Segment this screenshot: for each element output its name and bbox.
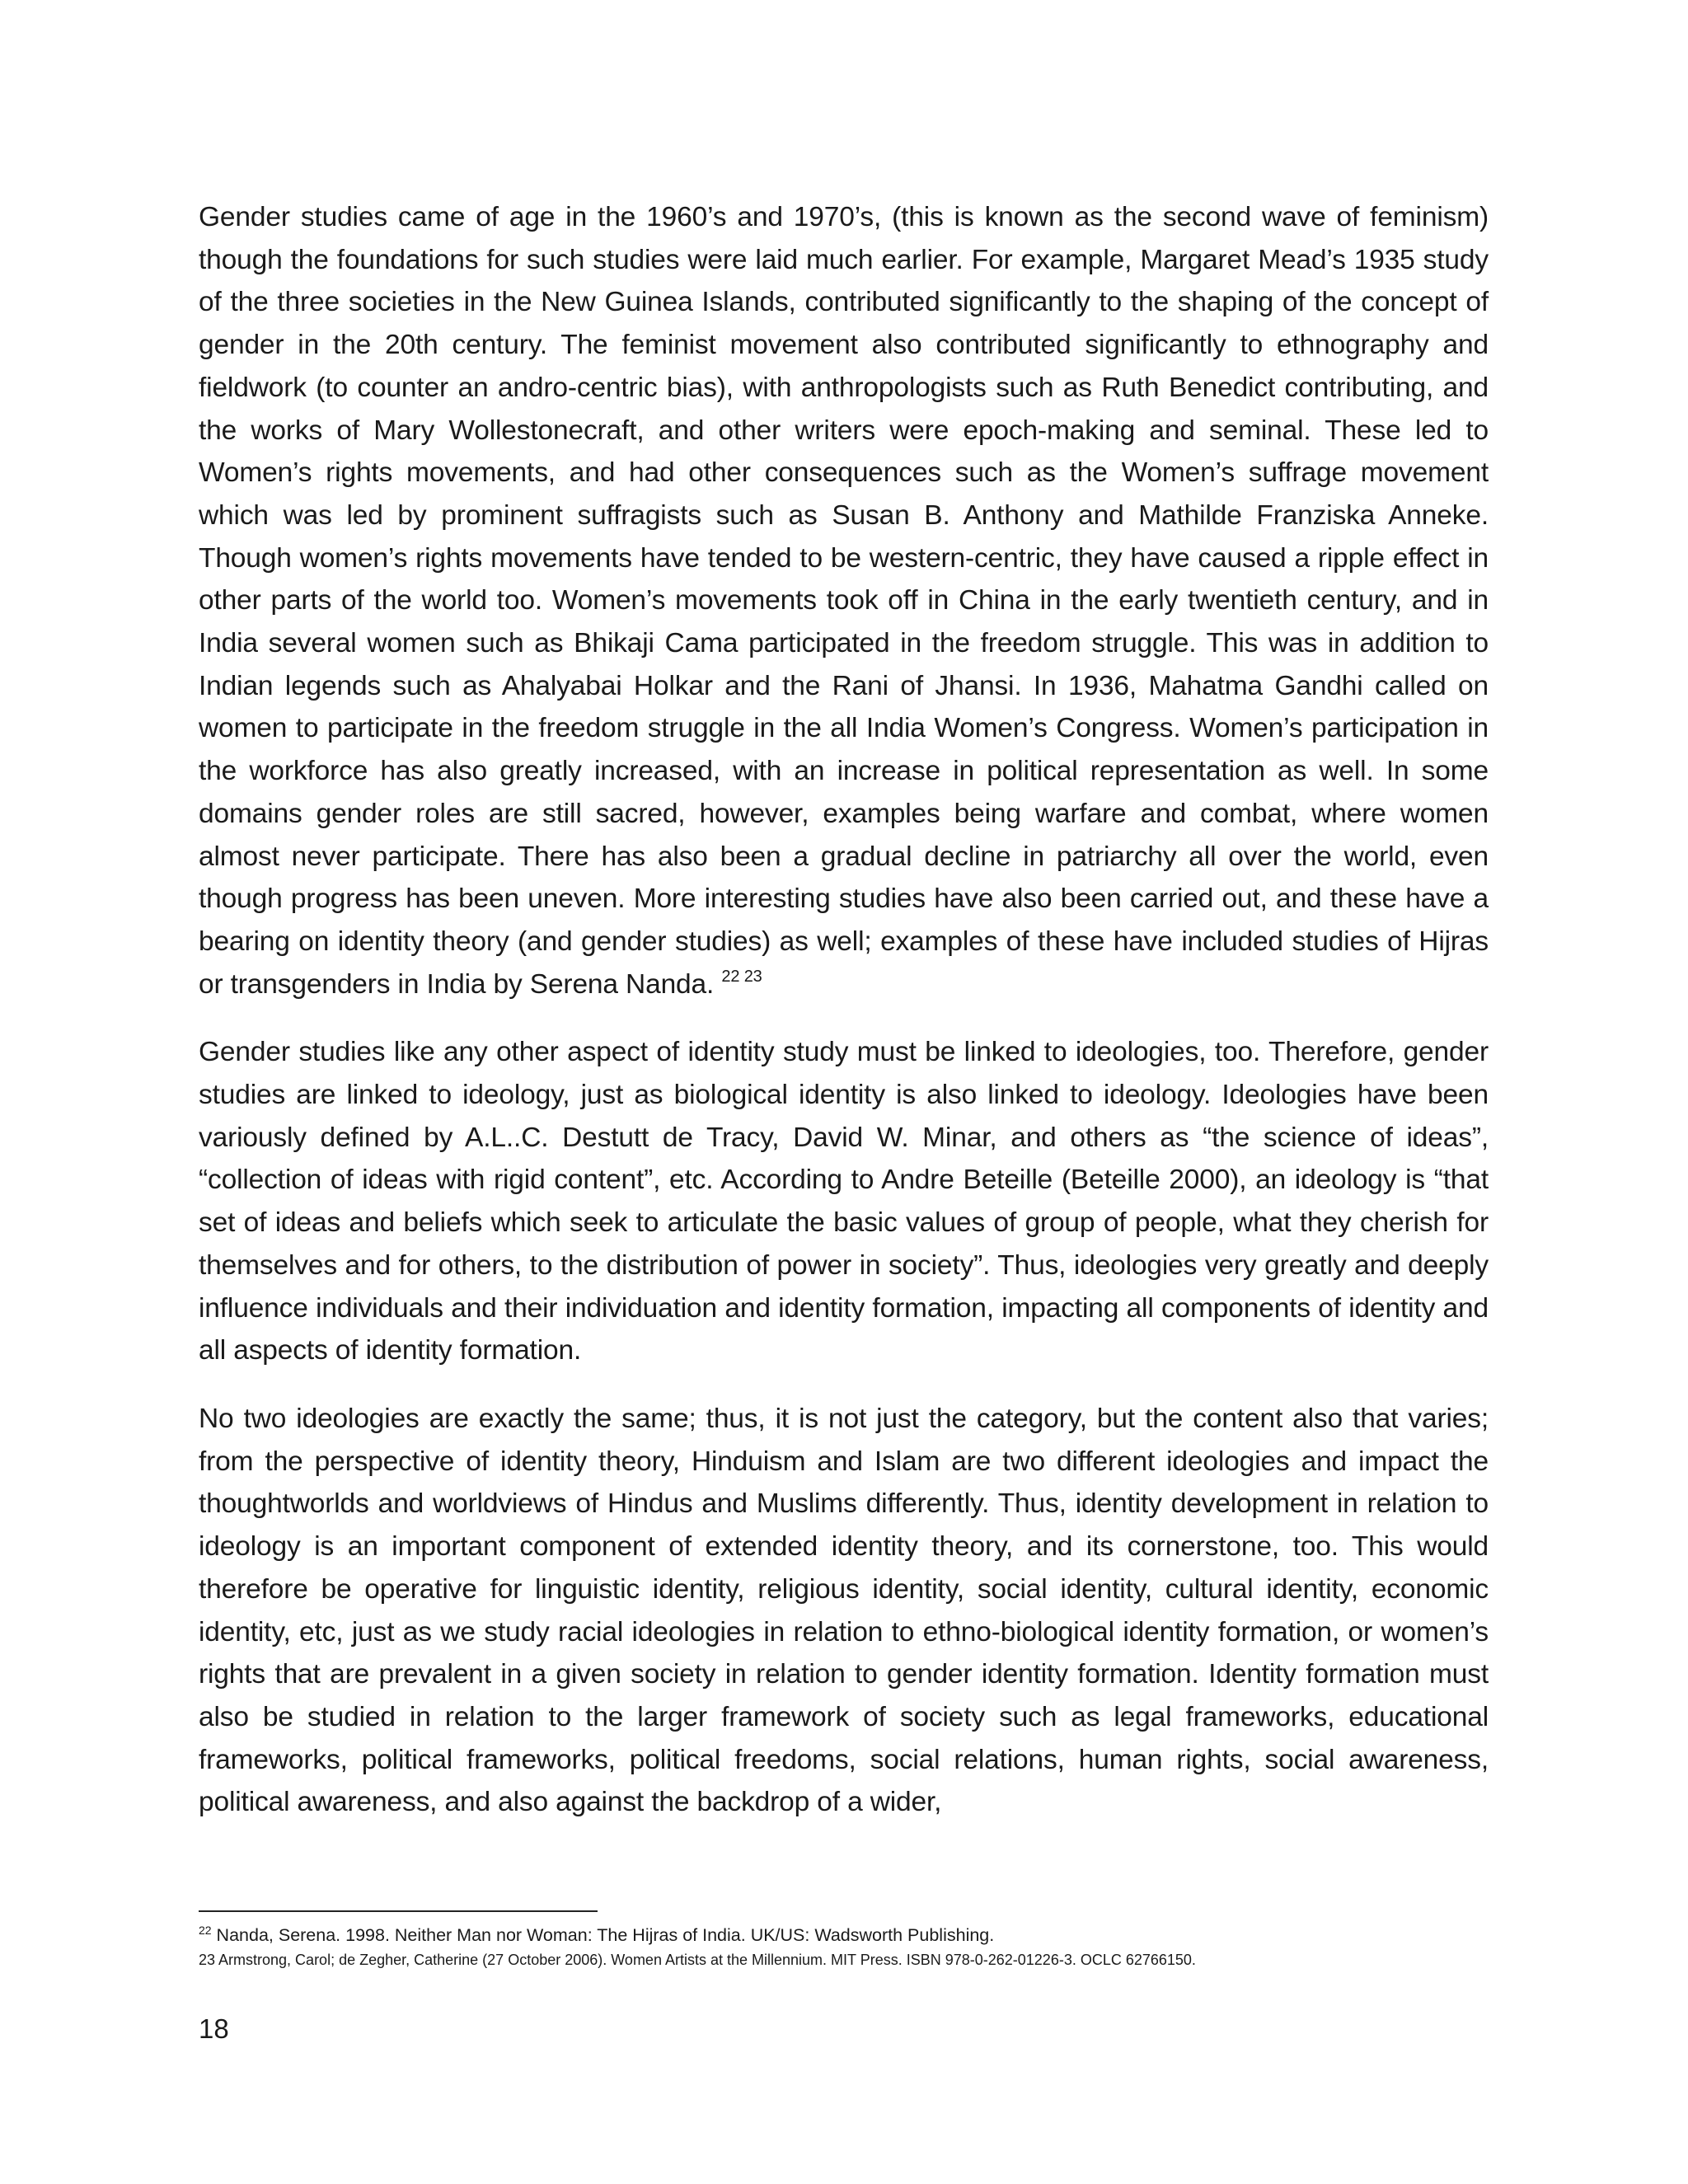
footnote-23: 23 Armstrong, Carol; de Zegher, Catherine (27 October 2006). Women Artists at the Millennium. MIT Press. ISBN 978-0-262-01226-3. OCLC 62766150. <box>199 1952 1196 1968</box>
paragraph-gender-studies <box>199 196 1489 1005</box>
footnote-reference-markers: 22 23 <box>721 967 762 986</box>
paragraph-no-two-ideologies: No two ideologies are exactly the same; thus, it is not just the category, but the content also that varies; from the perspective of identity theory, Hinduism and Islam are two different ideologies and impact the thoughtworlds and worldviews of Hindus and Muslims differently. Thus, identity development in relation to ideology is an important component of extended identity theory, and its cornerstone, too. This would therefore be operative for linguistic identity, religious identity, social identity, cultural identity, economic identity, etc, just as we study racial ideologies in relation to ethno-biological identity formation, or women’s rights that are prevalent in a given society in relation to gender identity formation. Identity formation must also be studied in relation to the larger framework of society such as legal frameworks, educational frameworks, political frameworks, political freedoms, social relations, human rights, social awareness, political awareness, and also against the backdrop of a wider, <box>199 1403 1489 1818</box>
footnote-separator <box>199 1910 598 1912</box>
body-text <box>199 196 1489 1824</box>
footnotes <box>199 1923 1489 1971</box>
page-number: 18 <box>199 2013 229 2044</box>
paragraph-ideologies: Gender studies like any other aspect of identity study must be linked to ideologies, too. Therefore, gender studies are linked to ideology, just as biological identity is also linked to ideology. Ideologies have been variously defined by A.L..C. Destutt de Tracy, David W. Minar, and others as “the science of ideas”, “collection of ideas with rigid content”, etc. According to Andre Beteille (Beteille 2000), an ideology is “that set of ideas and beliefs which seek to articulate the basic values of group of people, what they cherish for themselves and for others, to the distribution of power in society”. Thus, ideologies very greatly and deeply influence individuals and their individuation and identity formation, impacting all components of identity and all aspects of identity formation. <box>199 1037 1489 1366</box>
footnote-22 <box>199 1923 1489 1948</box>
footnote-22-text: Nanda, Serena. 1998. Neither Man nor Woman: The Hijras of India. UK/US: Wadsworth Publishing. <box>211 1925 995 1945</box>
paragraph-gender-studies-text: Gender studies came of age in the 1960’s and 1970’s, (this is known as the second wave of feminism) though the foundations for such studies were laid much earlier. For example, Margaret Mead’s 1935 study of the three societies in the New Guinea Islands, contributed significantly to the shaping of the concept of gender in the 20th century. The feminist movement also contributed significantly to ethnography and fieldwork (to counter an andro-centric bias), with anthropologists such as Ruth Benedict contributing, and the works of Mary Wollestonecraft, and other writers were epoch-making and seminal. These led to Women’s rights movements, and had other consequences such as the Women’s suffrage movement which was led by prominent suffragists such as Susan B. Anthony and Mathilde Franziska Anneke. Though women’s rights movements have tended to be western-centric, they have caused a ripple effect in other parts of the world too. Women’s movements took off in China in the early twentieth century, and in India several women such as Bhikaji Cama participated in the freedom struggle. This was in addition to Indian legends such as Ahalyabai Holkar and the Rani of Jhansi. In 1936, Mahatma Gandhi called on women to participate in the freedom struggle in the all India Women’s Congress. Women’s participation in the workforce has also greatly increased, with an increase in political representation as well. In some domains gender roles are still sacred, however, examples being warfare and combat, where women almost never participate. There has also been a gradual decline in patriarchy all over the world, even though progress has been uneven. More interesting studies have also been carried out, and these have a bearing on identity theory (and gender studies) as well; examples of these have included studies of Hijras or transgenders in India by Serena Nanda. <box>199 202 1489 1000</box>
footnote-22-marker: 22 <box>199 1924 212 1937</box>
